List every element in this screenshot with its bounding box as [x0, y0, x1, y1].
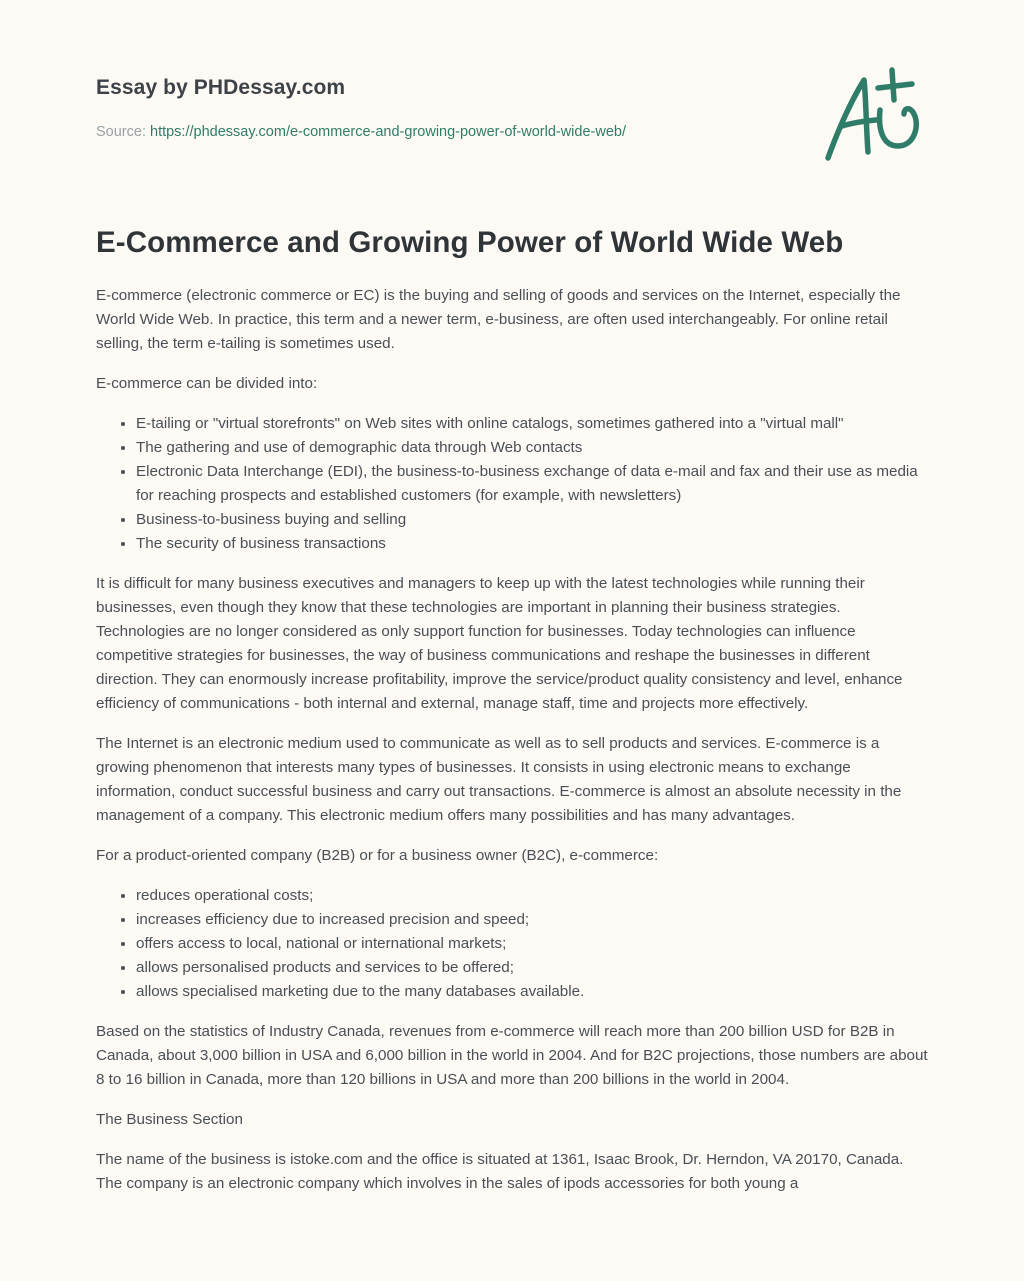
paragraph: For a product-oriented company (B2B) or for a business owner (B2C), e-commerce:	[96, 847, 659, 864]
paragraph: It is difficult for many business executives and managers to keep up with the latest technologies while running their businesses, even though they know that these technologies are important in planning their business strategies. Technologies are no longer considered as only support function for businesses. Today technologies can influence competitive strategies for businesses, the way of business communications and reshape the businesses in different direction. They can enormously increase profitability, improve the service/product quality consistency and level, enhance efficiency of communications - both internal and external, manage staff, time and projects more effectively.	[96, 575, 903, 712]
section-heading: The Business Section	[96, 1111, 243, 1128]
list-item: • The security of business transactions	[136, 532, 930, 556]
source-label: Source:	[96, 124, 150, 140]
source-line	[96, 124, 626, 140]
list-item: • The gathering and use of demographic data through Web contacts	[136, 436, 930, 460]
list-item: • increases efficiency due to increased precision and speed;	[136, 908, 930, 932]
a-plus-logo-icon	[822, 66, 928, 166]
ecommerce-benefits-list	[96, 884, 930, 1004]
essay-page	[96, 0, 930, 1192]
article-title: E-Commerce and Growing Power of World Wide Web	[96, 226, 844, 259]
paragraph: E-commerce can be divided into:	[96, 375, 318, 392]
list-item: • Electronic Data Interchange (EDI), the business-to-business exchange of data e-mail and fax and their use as media for reaching prospects and established customers (for example, with newsletters)	[136, 460, 930, 508]
paragraph: The name of the business is istoke.com and the office is situated at 1361, Isaac Brook, Dr. Herndon, VA 20170, Canada. The company is an electronic company which involves in the sales of ipods accessories for both young a	[96, 1151, 904, 1192]
page-header	[96, 0, 930, 190]
paragraph: Based on the statistics of Industry Canada, revenues from e-commerce will reach more than 200 billion USD for B2B in Canada, about 3,000 billion in USA and 6,000 billion in the world in 2004. And for B2C projections, those numbers are about 8 to 16 billion in Canada, more than 120 billions in USA and more than 200 billions in the world in 2004.	[96, 1023, 928, 1088]
source-link[interactable]: https://phdessay.com/e-commerce-and-growing-power-of-world-wide-web/	[150, 124, 626, 140]
list-item: • Business-to-business buying and selling	[136, 508, 930, 532]
brand-title: Essay by PHDessay.com	[96, 76, 346, 99]
paragraph: The Internet is an electronic medium used to communicate as well as to sell products and services. E-commerce is a growing phenomenon that interests many types of businesses. It consists in using electronic means to exchange information, conduct successful business and carry out transactions. E-commerce is almost an absolute necessity in the management of a company. This electronic medium offers many possibilities and has many advantages.	[96, 735, 902, 824]
article-body	[96, 284, 930, 1212]
paragraph: E-commerce (electronic commerce or EC) is the buying and selling of goods and services on the Internet, especially the World Wide Web. In practice, this term and a newer term, e-business, are often used interchangeably. For online retail selling, the term e-tailing is sometimes used.	[96, 287, 901, 352]
list-item: • allows personalised products and services to be offered;	[136, 956, 930, 980]
list-item: • reduces operational costs;	[136, 884, 930, 908]
list-item: • offers access to local, national or international markets;	[136, 932, 930, 956]
list-item: • E-tailing or "virtual storefronts" on Web sites with online catalogs, sometimes gathered into a "virtual mall"	[136, 412, 930, 436]
list-item: • allows specialised marketing due to the many databases available.	[136, 980, 930, 1004]
ecommerce-divisions-list	[96, 412, 930, 556]
